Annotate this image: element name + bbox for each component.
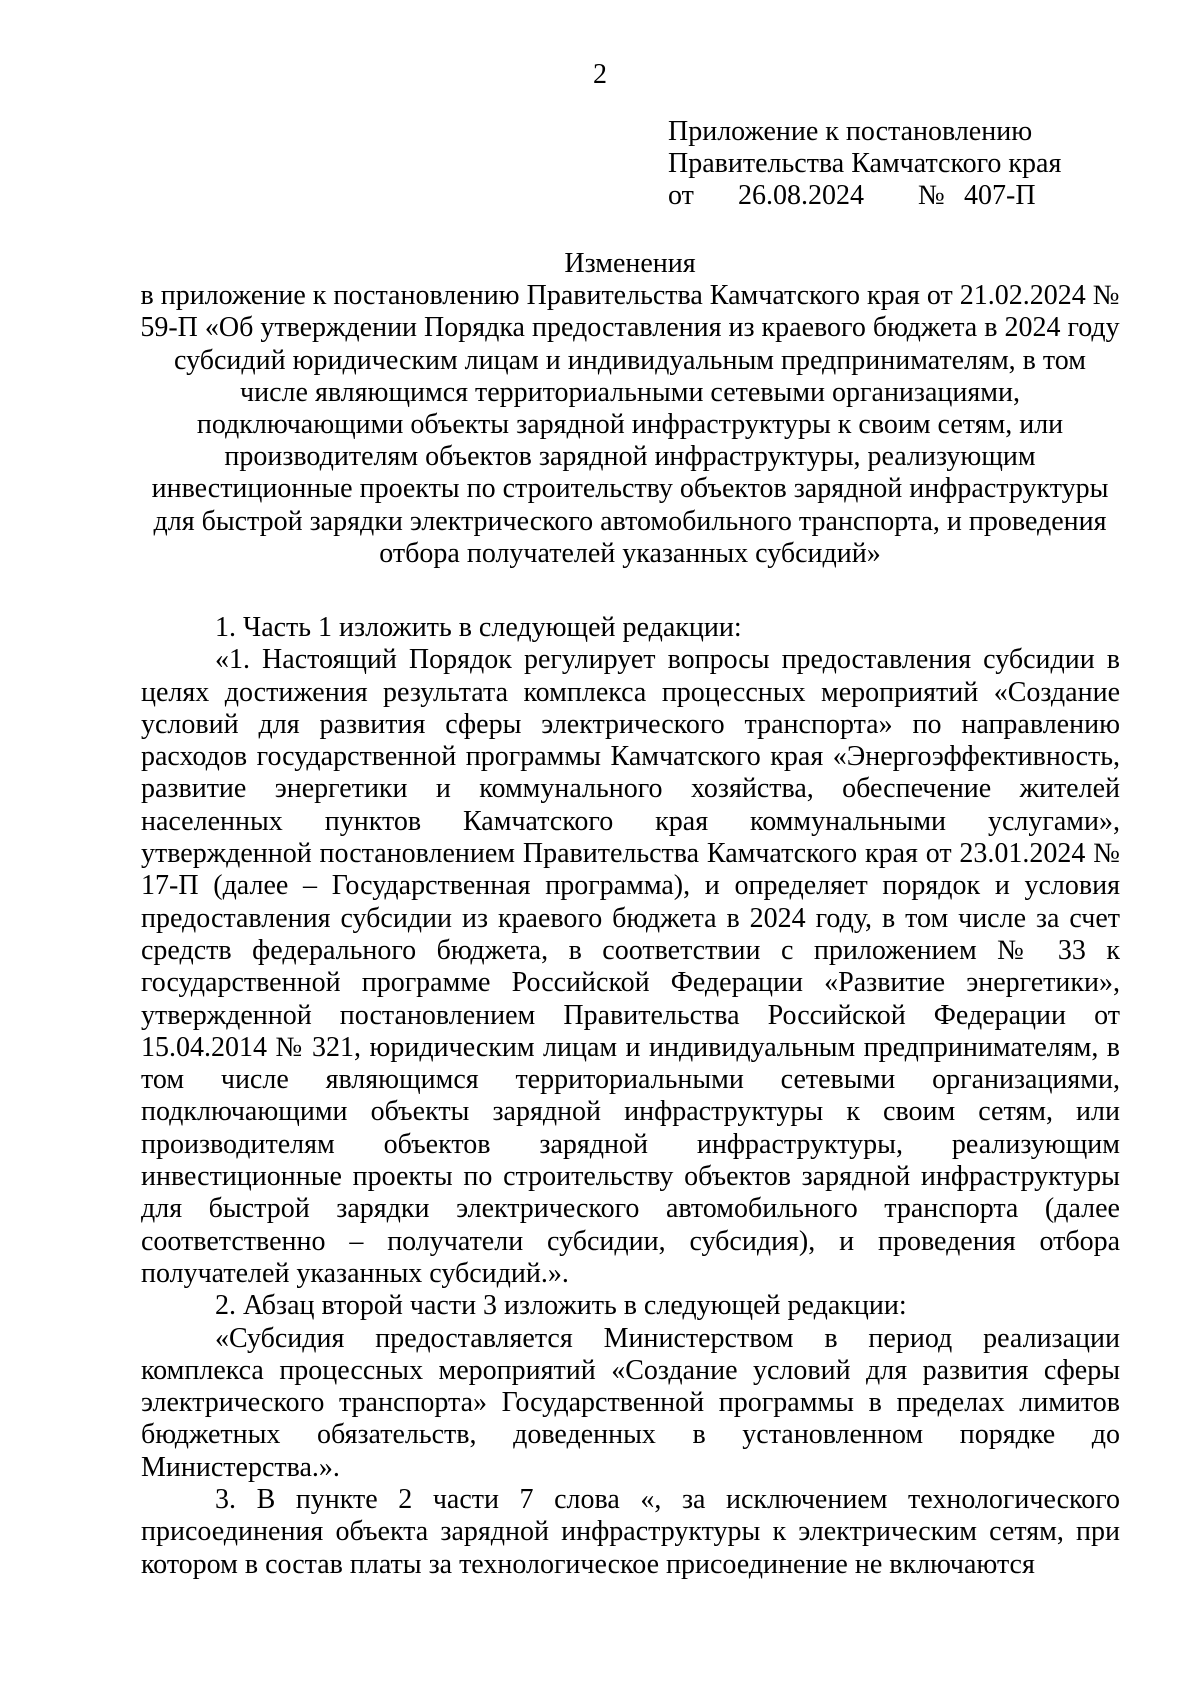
- appendix-date-line: [668, 180, 1138, 212]
- title-heading: Изменения: [564, 248, 696, 279]
- appendix-header: [668, 116, 1138, 212]
- from-label: от: [668, 180, 694, 211]
- appendix-line-1: Приложение к постановлению: [668, 116, 1033, 147]
- resolution-date: 26.08.2024: [738, 180, 864, 211]
- paragraph-5: 3. В пункте 2 части 7 слова «, за исключением технологического присоединения объекта зарядной инфраструктуры к электрическим сетям, при котором в состав платы за технологическое присоединение не включаются: [141, 1484, 1120, 1580]
- paragraph-1: 1. Часть 1 изложить в следующей редакции:: [215, 612, 742, 643]
- appendix-line-2: Правительства Камчатского края: [668, 148, 1062, 179]
- document-title: [140, 248, 1120, 570]
- page-number: 2: [593, 59, 607, 90]
- number-sign: №: [918, 180, 945, 211]
- paragraph-4: «Субсидия предоставляется Министерством в период реализации комплекса процессных мероприятий «Создание условий для развития сферы электрического транспорта» Государственной программы в пределах лимитов бюджетных обязательств, доведенных в установленном порядке до Министерства.».: [141, 1322, 1120, 1483]
- title-subtitle: в приложение к постановлению Правительства Камчатского края от 21.02.2024 № 59-П «Об утверждении Порядка предоставления из краевого бюджета в 2024 году субсидий юридическим лицам и индивидуальным предпринимателям, в том числе являющимся территориальными сетевыми организациями, подключающими объекты зарядной инфраструктуры к своим сетям, или производителям объектов зарядной инфраструктуры, реализующим инвестиционные проекты по строительству объектов зарядной инфраструктуры для быстрой зарядки электрического автомобильного транспорта, и проведения отбора получателей указанных субсидий»: [140, 280, 1120, 569]
- paragraph-3: 2. Абзац второй части 3 изложить в следующей редакции:: [215, 1290, 907, 1322]
- paragraph-2: «1. Настоящий Порядок регулирует вопросы предоставления субсидии в целях достижения результата комплекса процессных мероприятий «Создание условий для развития сферы электрического транспорта» по направлению расходов государственной программы Камчатского края «Энергоэффективность, развитие энергетики и коммунального хозяйства, обеспечение жителей населенных пунктов Камчатского края коммунальными услугами», утвержденной постановлением Правительства Камчатского края от 23.01.2024 № 17-П (далее – Государственная программа), и определяет порядок и условия предоставления субсидии из краевого бюджета в 2024 году, в том числе за счет средств федерального бюджета, в соответствии с приложением № 33 к государственной программе Российской Федерации «Развитие энергетики», утвержденной постановлением Правительства Российской Федерации от 15.04.2014 № 321, юридическим лицам и индивидуальным предпринимателям, в том числе являющимся территориальными сетевыми организациями, подключающими объекты зарядной инфраструктуры к своим сетям, или производителям объектов зарядной инфраструктуры, реализующим инвестиционные проекты по строительству объектов зарядной инфраструктуры для быстрой зарядки электрического автомобильного транспорта (далее соответственно – получатели субсидии, субсидия), и проведения отбора получателей указанных субсидий.».: [141, 644, 1120, 1289]
- document-body: [141, 612, 1120, 1581]
- resolution-number: 407-П: [964, 180, 1036, 211]
